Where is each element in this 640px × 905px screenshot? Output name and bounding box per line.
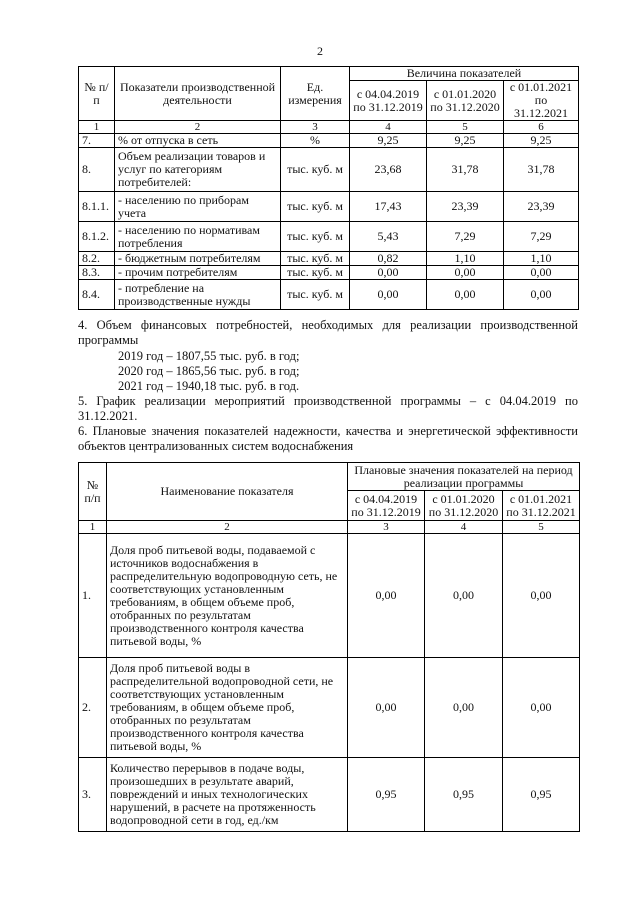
row-name: - потребление на производственные нужды bbox=[115, 280, 281, 310]
row-value: 0,00 bbox=[348, 534, 425, 658]
table-row bbox=[79, 192, 579, 222]
reliability-indicators-table bbox=[78, 462, 580, 832]
row-name: Объем реализации товаров и услуг по категориям потребителей: bbox=[115, 148, 281, 192]
row-name: % от отпуска в сеть bbox=[115, 134, 281, 148]
row-value: 0,00 bbox=[427, 280, 504, 310]
row-value: 23,39 bbox=[504, 192, 579, 222]
row-value: 0,00 bbox=[425, 534, 503, 658]
row-num: 8.4. bbox=[79, 280, 115, 310]
row-unit: тыс. куб. м bbox=[281, 192, 350, 222]
row-name: - населению по приборам учета bbox=[115, 192, 281, 222]
row-value: 0,00 bbox=[350, 266, 427, 280]
row-num: 1. bbox=[79, 534, 107, 658]
row-unit: тыс. куб. м bbox=[281, 252, 350, 266]
row-value: 0,95 bbox=[503, 758, 580, 832]
row-unit: тыс. куб. м bbox=[281, 280, 350, 310]
row-num: 8.1.2. bbox=[79, 222, 115, 252]
col-number: 4 bbox=[350, 121, 427, 134]
production-indicators-table bbox=[78, 66, 579, 310]
table-row bbox=[79, 222, 579, 252]
header-period: с 04.04.2019 по 31.12.2019 bbox=[350, 81, 427, 121]
header-num: № п/п bbox=[79, 67, 115, 121]
col-number: 3 bbox=[348, 521, 425, 534]
row-num: 7. bbox=[79, 134, 115, 148]
col-number: 1 bbox=[79, 121, 115, 134]
table-row bbox=[79, 534, 580, 658]
finance-line: 2019 год – 1807,55 тыс. руб. в год; bbox=[118, 349, 300, 363]
row-name: Доля проб питьевой воды в распределительной водопроводной сети, не соответствующих установленным требованиям, в общем объеме проб, отобранных по результатам производственного контроля качества питьевой воды, % bbox=[107, 658, 348, 758]
row-value: 23,39 bbox=[427, 192, 504, 222]
row-value: 0,00 bbox=[427, 266, 504, 280]
row-name: - населению по нормативам потребления bbox=[115, 222, 281, 252]
row-value: 23,68 bbox=[350, 148, 427, 192]
row-num: 8.3. bbox=[79, 266, 115, 280]
header-unit: Ед. измерения bbox=[281, 67, 350, 121]
col-number: 1 bbox=[79, 521, 107, 534]
table-row bbox=[79, 148, 579, 192]
row-value: 0,00 bbox=[350, 280, 427, 310]
header-period: с 01.01.2021 по 31.12.2021 bbox=[504, 81, 579, 121]
col-number: 4 bbox=[425, 521, 503, 534]
table-row bbox=[79, 134, 579, 148]
row-value: 0,00 bbox=[503, 534, 580, 658]
header-indicator-name: Наименование показателя bbox=[107, 463, 348, 521]
row-num: 8. bbox=[79, 148, 115, 192]
col-number: 3 bbox=[281, 121, 350, 134]
col-number: 5 bbox=[427, 121, 504, 134]
row-value: 0,82 bbox=[350, 252, 427, 266]
header-num: № п/п bbox=[79, 463, 107, 521]
finance-line: 2021 год – 1940,18 тыс. руб. в год. bbox=[118, 379, 300, 393]
table-row bbox=[79, 252, 579, 266]
row-unit: тыс. куб. м bbox=[281, 222, 350, 252]
row-value: 0,00 bbox=[425, 658, 503, 758]
row-name: Доля проб питьевой воды, подаваемой с источников водоснабжения в распределительную водопроводную сеть, не соответствующих установленным требованиям, в общем объеме проб, отобранных по результатам производственного контроля качества питьевой воды, % bbox=[107, 534, 348, 658]
row-value: 7,29 bbox=[427, 222, 504, 252]
table-row bbox=[79, 280, 579, 310]
header-period: с 01.01.2020 по 31.12.2020 bbox=[425, 491, 503, 521]
section-4-text: 4. Объем финансовых потребностей, необходимых для реализации производственной программы bbox=[78, 318, 578, 347]
col-number: 2 bbox=[115, 121, 281, 134]
row-value: 5,43 bbox=[350, 222, 427, 252]
section-6-text: 6. Плановые значения показателей надежности, качества и энергетической эффективности объектов централизованных систем водоснабжения bbox=[78, 424, 578, 453]
row-value: 0,95 bbox=[425, 758, 503, 832]
row-num: 8.2. bbox=[79, 252, 115, 266]
row-value: 17,43 bbox=[350, 192, 427, 222]
row-value: 0,95 bbox=[348, 758, 425, 832]
col-number: 2 bbox=[107, 521, 348, 534]
finance-line: 2020 год – 1865,56 тыс. руб. в год; bbox=[118, 364, 300, 378]
row-value: 9,25 bbox=[427, 134, 504, 148]
header-period: с 01.01.2020 по 31.12.2020 bbox=[427, 81, 504, 121]
row-num: 3. bbox=[79, 758, 107, 832]
row-name: - бюджетным потребителям bbox=[115, 252, 281, 266]
header-period: с 01.01.2021 по 31.12.2021 bbox=[503, 491, 580, 521]
row-unit: % bbox=[281, 134, 350, 148]
header-period: с 04.04.2019 по 31.12.2019 bbox=[348, 491, 425, 521]
col-number: 6 bbox=[504, 121, 579, 134]
row-value: 0,00 bbox=[503, 658, 580, 758]
row-unit: тыс. куб. м bbox=[281, 266, 350, 280]
row-value: 31,78 bbox=[504, 148, 579, 192]
row-value: 9,25 bbox=[350, 134, 427, 148]
section-5-text: 5. График реализации мероприятий производственной программы – с 04.04.2019 по 31.12.2021. bbox=[78, 394, 578, 423]
row-num: 2. bbox=[79, 658, 107, 758]
table-row bbox=[79, 266, 579, 280]
row-value: 0,00 bbox=[504, 266, 579, 280]
header-indicator: Показатели производственной деятельности bbox=[115, 67, 281, 121]
row-unit: тыс. куб. м bbox=[281, 148, 350, 192]
table-row bbox=[79, 758, 580, 832]
col-number: 5 bbox=[503, 521, 580, 534]
page-number: 2 bbox=[317, 44, 323, 58]
row-value: 1,10 bbox=[427, 252, 504, 266]
row-name: - прочим потребителям bbox=[115, 266, 281, 280]
header-value-group: Плановые значения показателей на период реализации программы bbox=[348, 463, 580, 491]
row-name: Количество перерывов в подаче воды, произошедших в результате аварий, повреждений и иных технологических нарушений, в расчете на протяженность водопроводной сети в год, ед./км bbox=[107, 758, 348, 832]
row-num: 8.1.1. bbox=[79, 192, 115, 222]
row-value: 31,78 bbox=[427, 148, 504, 192]
table-row bbox=[79, 658, 580, 758]
row-value: 0,00 bbox=[348, 658, 425, 758]
row-value: 7,29 bbox=[504, 222, 579, 252]
row-value: 1,10 bbox=[504, 252, 579, 266]
row-value: 0,00 bbox=[504, 280, 579, 310]
row-value: 9,25 bbox=[504, 134, 579, 148]
header-value-group: Величина показателей bbox=[350, 67, 579, 81]
